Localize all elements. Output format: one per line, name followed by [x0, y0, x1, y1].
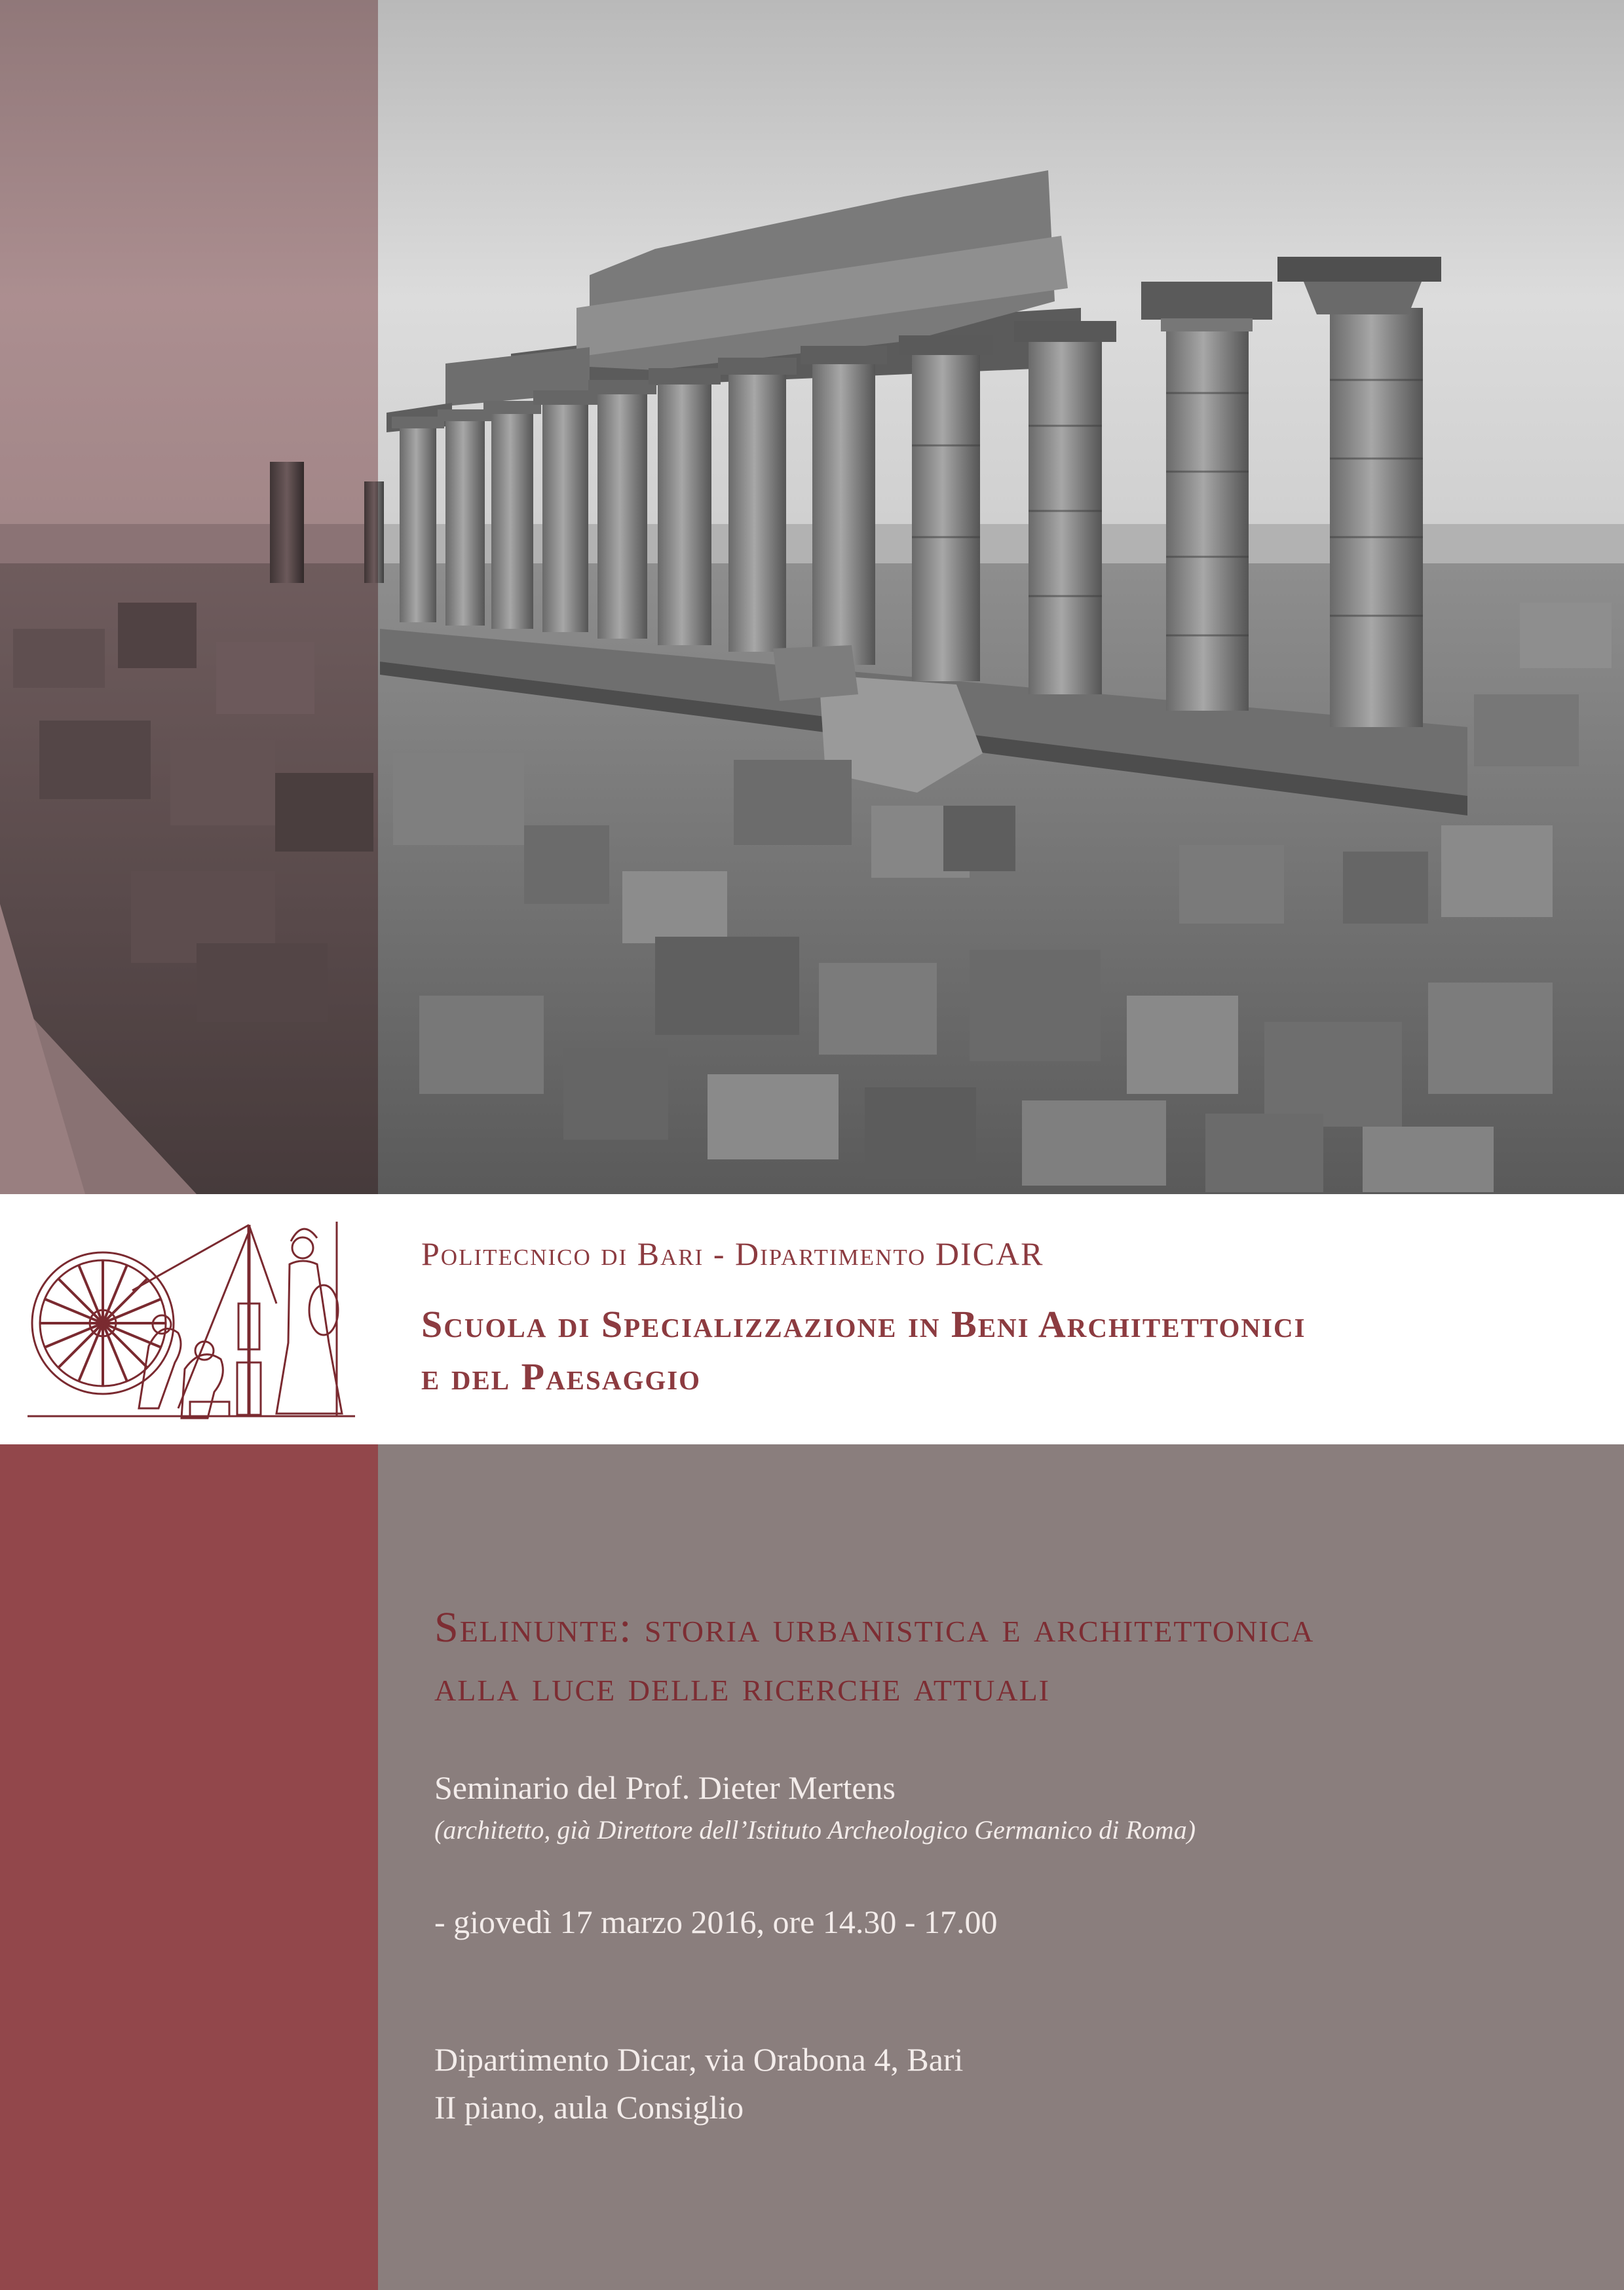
seminar-title-line2: alla luce delle ricerche attuali: [434, 1662, 1050, 1710]
school-title-line1: Scuola di Specializzazione in Beni Architettonici: [421, 1303, 1306, 1345]
speaker-role: (architetto, già Direttore dell’Istituto Archeologico Germanico di Roma): [434, 1815, 1196, 1845]
left-color-panel: [0, 1444, 378, 2290]
institution-logo: [21, 1212, 362, 1428]
event-date: - giovedì 17 marzo 2016, ore 14.30 - 17.00: [434, 1904, 998, 1940]
venue-address: Dipartimento Dicar, via Orabona 4, Bari: [434, 2041, 964, 2078]
venue-room: II piano, aula Consiglio: [434, 2089, 744, 2126]
school-title-line2: e del Paesaggio: [421, 1355, 702, 1398]
right-info-panel: [378, 1444, 1624, 2290]
speaker-name: Seminario del Prof. Dieter Mertens: [434, 1769, 896, 1806]
seminar-title: [434, 1598, 1607, 1716]
organization-name: Politecnico di Bari - Dipartimento DICAR: [421, 1235, 1044, 1272]
school-title: [421, 1298, 1587, 1403]
photo-color-overlay: [0, 0, 378, 1194]
seminar-title-line1: Selinunte: storia urbanistica e architettonica: [434, 1604, 1315, 1651]
